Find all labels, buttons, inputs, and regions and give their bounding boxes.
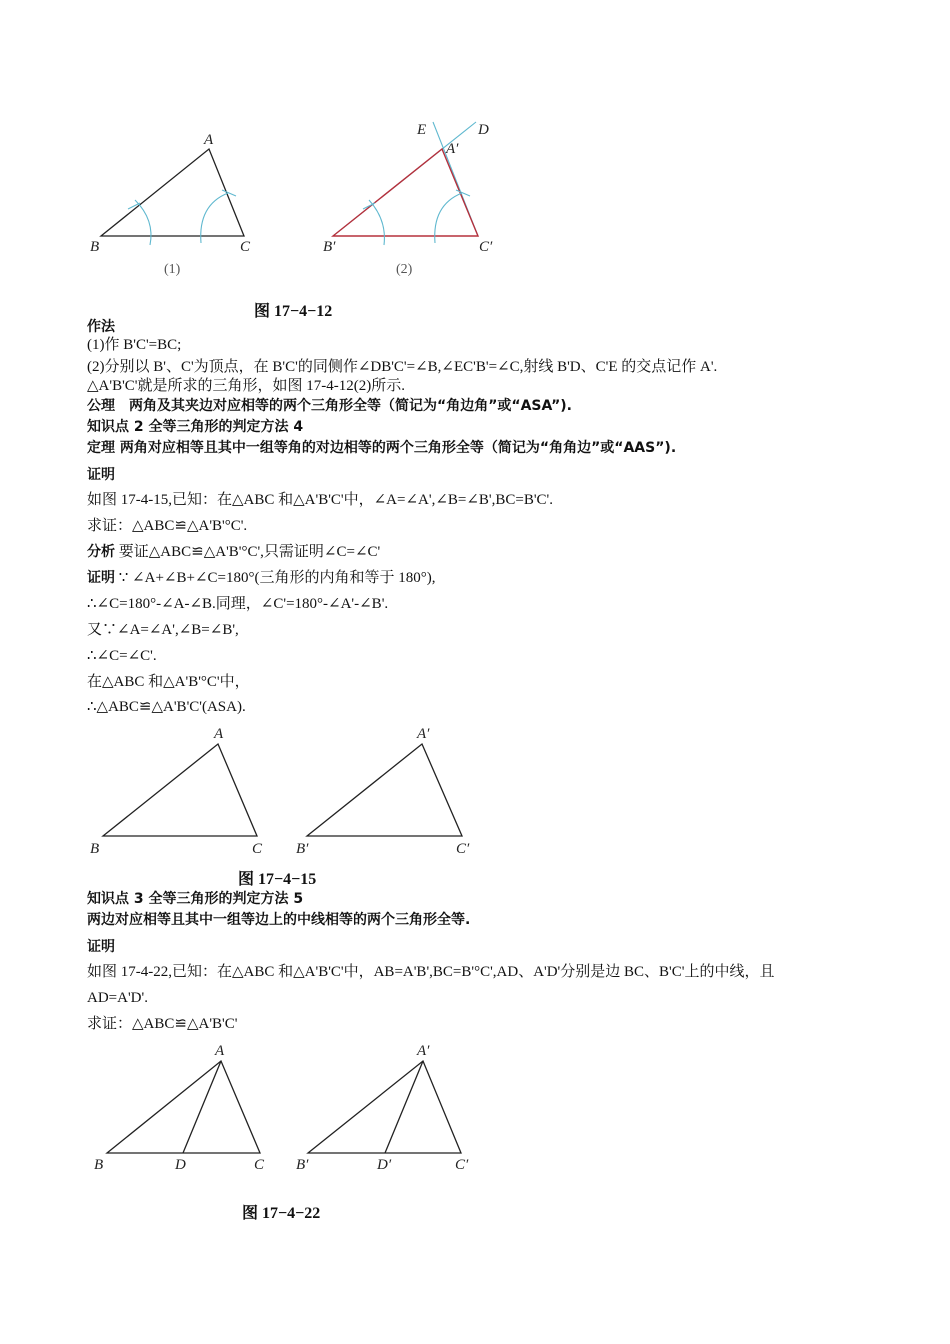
- proof-line-6: ∴△ABC≌△A'B'C'(ASA).: [87, 699, 246, 715]
- label-c-prime: C′: [479, 239, 493, 255]
- label-c: C: [254, 1157, 265, 1173]
- label-d-prime: D′: [377, 1157, 392, 1173]
- proof-text: ∵ ∠A+∠B+∠C=180°(三角形的内角和等于 180°),: [115, 570, 436, 586]
- label-a-prime: A′: [446, 141, 459, 157]
- label-d: D: [175, 1157, 186, 1173]
- proof-heading: 证明: [87, 939, 115, 955]
- label-b-prime: B′: [296, 1157, 309, 1173]
- label-d: D: [478, 122, 489, 138]
- step-3: △A'B'C'就是所求的三角形，如图 17-4-12(2)所示.: [87, 378, 405, 394]
- figure-17-4-12: [80, 110, 520, 290]
- subfig-1-label: (1): [164, 262, 181, 277]
- label-a: A: [204, 132, 214, 148]
- label-a: A: [214, 726, 224, 742]
- label-c-prime: C′: [455, 1157, 469, 1173]
- proof-line-1: [87, 569, 435, 587]
- proof-line-2: ∴∠C=180°-∠A-∠B.同理，∠C'=180°-∠A'-∠B'.: [87, 596, 389, 612]
- label-b-prime: B′: [323, 239, 336, 255]
- label-b: B: [94, 1157, 104, 1173]
- triangle-abc: [101, 149, 244, 236]
- method-heading: 作法: [87, 319, 115, 335]
- label-c: C: [252, 841, 263, 857]
- label-c-prime: C′: [456, 841, 470, 857]
- label-c: C: [240, 239, 251, 255]
- figure-17-4-22: [80, 1030, 500, 1175]
- analysis: [87, 543, 380, 561]
- knowledge-point-3-statement: 两边对应相等且其中一组等边上的中线相等的两个三角形全等.: [87, 912, 471, 928]
- label-b: B: [90, 239, 100, 255]
- analysis-label: 分析: [87, 544, 115, 560]
- proof-line-4: ∴∠C=∠C'.: [87, 648, 157, 664]
- knowledge-point-2: 知识点 2 全等三角形的判定方法 4: [87, 419, 304, 435]
- theorem: 定理 两角对应相等且其中一组等角的对边相等的两个三角形全等（简记为“角角边”或“AAS”).: [87, 440, 677, 456]
- label-a: A: [215, 1043, 225, 1059]
- label-e: E: [417, 122, 427, 138]
- label-b: B: [90, 841, 100, 857]
- analysis-text: 要证△ABC≌△A'B'°C',只需证明∠C=∠C': [115, 544, 381, 560]
- given-statement: 如图 17-4-22,已知：在△ABC 和△A'B'C'中，AB=A'B',BC=B'°C',AD、A'D'分别是边 BC、B'C'上的中线，且: [87, 964, 775, 980]
- given-statement: 如图 17-4-15,已知：在△ABC 和△A'B'C'中，∠A=∠A',∠B=∠B',BC=B'C'.: [87, 492, 554, 508]
- step-2: (2)分别以 B'、C'为顶点，在 B'C'的同侧作∠DB'C'=∠B,∠EC'B'=∠C,射线 B'D、C'E 的交点记作 A'.: [87, 359, 718, 375]
- figure-17-4-15: [80, 720, 500, 865]
- triangle-abc-prime: [333, 149, 478, 236]
- knowledge-point-3: 知识点 3 全等三角形的判定方法 5: [87, 891, 304, 907]
- label-a-prime: A′: [417, 726, 430, 742]
- figure-caption: 图 17−4−12: [254, 303, 333, 320]
- prove-statement: 求证：△ABC≌△A'B'C': [87, 1016, 238, 1032]
- prove-statement: 求证：△ABC≌△A'B'°C'.: [87, 518, 248, 534]
- label-a-prime: A′: [417, 1043, 430, 1059]
- proof-label: 证明: [87, 570, 115, 586]
- subfig-2-label: (2): [396, 262, 413, 277]
- given-statement-cont: AD=A'D'.: [87, 990, 148, 1006]
- label-b-prime: B′: [296, 841, 309, 857]
- figure-caption: 图 17−4−22: [242, 1205, 321, 1222]
- figure-caption: 图 17−4−15: [238, 871, 317, 888]
- proof-line-5: 在△ABC 和△A'B'°C'中，: [87, 674, 250, 690]
- step-1: (1)作 B'C'=BC;: [87, 337, 182, 353]
- proof-heading: 证明: [87, 467, 115, 483]
- proof-line-3: 又∵∠A=∠A',∠B=∠B',: [87, 622, 239, 638]
- axiom: 公理 两角及其夹边对应相等的两个三角形全等（简记为“角边角”或“ASA”).: [87, 398, 572, 414]
